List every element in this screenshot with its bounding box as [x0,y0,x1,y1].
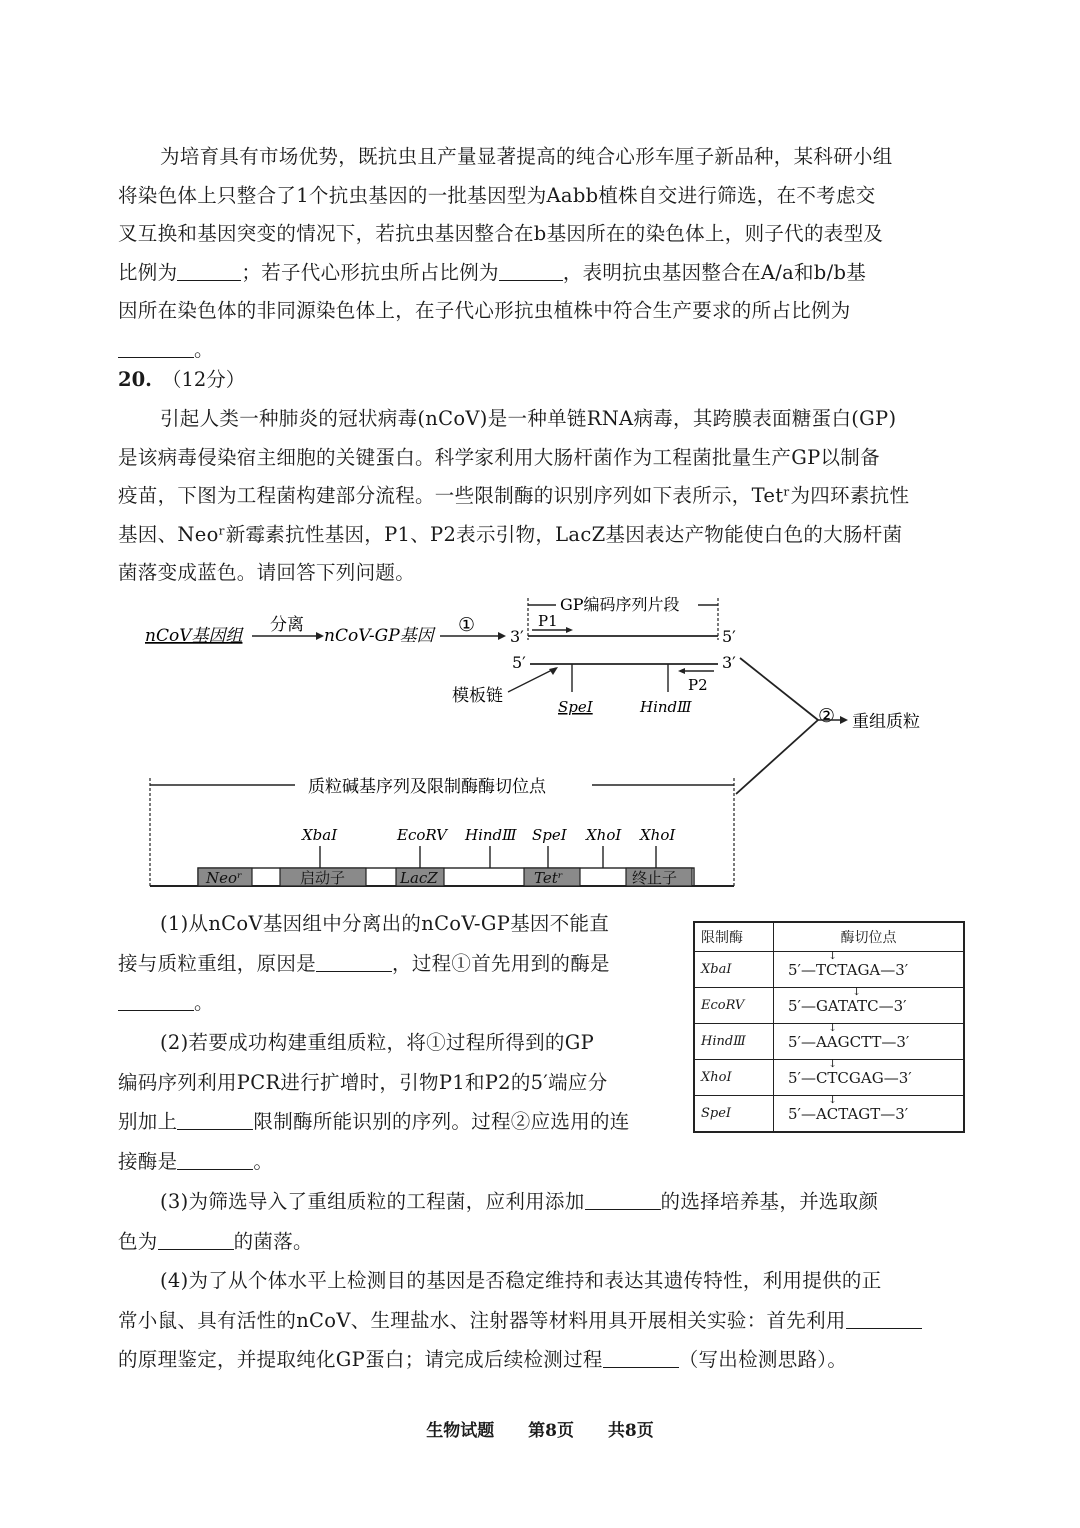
subquestion-4 [118,1261,966,1380]
table-row [694,1024,964,1060]
primer-p2-label: P2 [688,676,708,694]
answer-blank[interactable] [158,1229,234,1250]
answer-blank[interactable] [118,990,194,1011]
question-stem [118,400,966,593]
stem-line-2: 是该病毒侵染宿主细胞的关键蛋白。科学家利用大肠杆菌作为工程菌批量生产GP以制备 [118,445,880,469]
question-number: 20. [118,368,152,391]
sub2-line-c [118,1102,678,1142]
enzyme-table [693,921,965,1133]
recombinant-label: 重组质粒 [852,712,920,732]
cut-arrow-icon: ↓ [828,949,838,962]
cut-arrow-icon: ↓ [828,1057,838,1070]
sub3-line-a [118,1182,966,1222]
site-text: 5′—TCTAGA—3′ [788,960,909,979]
intro-line-2: 将染色体上只整合了1个抗虫基因的一批基因型为Aabb植株自交进行筛选，在不考虑交 [118,183,876,207]
stem-line-3: 疫苗，下图为工程菌构建部分流程。一些限制酶的识别序列如下表所示，Tetʳ为四环素抗性 [118,484,910,508]
enzyme-name: SpeⅠ [694,1096,774,1133]
box-tet-label: Tetʳ [534,869,563,887]
stem-line-5: 菌落变成蓝色。请回答下列问题。 [118,561,416,585]
sub1-line-d [118,983,678,1023]
answer-blank[interactable] [603,1347,679,1368]
answer-blank[interactable] [177,1109,253,1130]
sub4-text-c: 的原理鉴定，并提取纯化GP蛋白；请完成后续检测过程 [118,1348,603,1371]
answer-blank[interactable] [499,260,563,281]
enzyme-name: XhoⅠ [694,1060,774,1096]
sub3-text-c: 色为 [118,1229,158,1253]
stem-line-1: 引起人类一种肺炎的冠状病毒(nCoV)是一种单链RNA病毒，其跨膜表面糖蛋白(GP) [160,407,897,430]
enzyme-site [774,1093,965,1133]
question-points: （12分） [161,368,246,391]
answer-blank[interactable] [118,337,194,358]
join-line-top [740,658,818,720]
sub2-text-c: 别加上 [118,1110,178,1133]
answer-blank[interactable] [177,1149,253,1170]
table-row [694,1096,964,1133]
answer-blank[interactable] [846,1308,922,1329]
site-xhoi-2: XhoⅠ [640,826,676,844]
gp-gene-label: nCoV-GP基因 [324,626,434,646]
header-enzyme: 限制酶 [694,922,774,952]
box-neo-label: Neoʳ [206,869,243,887]
enzyme-name: XbaⅠ [694,952,774,988]
sub2-text-d: 限制酶所能识别的序列。过程②应选用的连 [253,1110,630,1133]
sub4-line-a: (4)为了从个体水平上检测目的基因是否稳定维持和表达其遗传特性，利用提供的正 [160,1269,882,1292]
enzyme-site [774,1021,965,1060]
primer-p2-head [678,668,685,674]
site-hind: HindⅢ [465,826,517,844]
stem-line-4: 基因、Neoʳ新霉素抗性基因，P1、P2表示引物，LacZ基因表达产物能使白色的大肠杆菌 [118,522,903,546]
end-3-bottom: 3′ [722,653,736,672]
table-row [694,1060,964,1096]
sub2-line-a: (2)若要成功构建重组质粒，将①过程所得到的GP [160,1031,595,1054]
intro-line-4-a: 比例为 [118,260,178,284]
end-5-top: 5′ [722,627,736,646]
sub4-text-d: （写出检测思路）。 [678,1348,848,1371]
enzyme-table-header [694,922,964,952]
enzyme-site [774,1057,965,1096]
sub3-text-d: 的菌落。 [233,1229,313,1253]
plasmid-strip [198,868,694,886]
enzyme-site [774,949,965,988]
intro-line-3: 叉互换和基因突变的情况下，若抗虫基因整合在b基因所在的染色体上，则子代的表型及 [118,222,884,246]
cut-arrow-icon: ↓ [852,985,862,998]
intro-line-5: 因所在染色体的非同源染色体上，在子代心形抗虫植株中符合生产要求的所占比例为 [118,299,851,323]
sub1-text-b: 接与质粒重组，原因是 [118,951,317,975]
sub1-text-d: 。 [194,991,214,1014]
site-ecorv: EcoRV [397,826,447,844]
sub2-line-b: 编码序列利用PCR进行扩增时，引物P1和P2的5′端应分 [118,1070,608,1094]
intro-line-4 [118,254,966,293]
box-lacz-label: LacZ [400,869,438,887]
site-text: 5′—AAGCTT—3′ [788,1032,910,1051]
arrow-isolate-head [316,632,324,640]
step2-label: ② [818,705,836,727]
site-text: 5′—GATATC—3′ [788,996,907,1015]
join-line-bottom [736,720,818,794]
cut-arrow-icon: ↓ [828,1093,838,1106]
intro-line-4-b: ；若子代心形抗虫所占比例为 [241,260,499,284]
enzyme-name: HindⅢ [694,1024,774,1060]
table-row [694,988,964,1024]
sub2-text-f: 。 [253,1149,274,1173]
site-xbai: XbaⅠ [302,826,338,844]
sub4-line-b [118,1301,966,1341]
footer-page: 第8页 [528,1421,574,1441]
intro-line-1: 为培育具有市场优势，既抗虫且产量显著提高的纯合心形车厘子新品种，某科研小组 [160,145,893,168]
sub2-line-e [118,1142,678,1182]
arrow-step2-head [840,716,848,724]
sub1-text-c: ，过程①首先用到的酶是 [392,951,610,975]
header-site: 酶切位点 [774,922,965,952]
enzyme-site [774,985,965,1024]
intro-line-4-c: ，表明抗虫基因整合在A/a和b/b基 [562,260,867,284]
step1-label: ① [458,614,476,636]
hind-label: HindⅢ [640,698,692,716]
sub4-line-c [118,1340,966,1380]
box-promoter-label: 启动子 [300,869,346,887]
answer-blank[interactable] [177,260,241,281]
page-footer [0,1416,1080,1441]
primer-p1-head [566,627,573,633]
site-text: 5′—CTCGAG—3′ [788,1068,912,1087]
question-heading [118,364,245,392]
site-text: 5′—ACTAGT—3′ [788,1104,909,1123]
spei-label: SpeⅠ [558,698,593,716]
answer-blank[interactable] [316,951,392,972]
footer-subject: 生物试题 [426,1421,495,1441]
template-pointer-head [549,667,558,675]
intro-line-6-end: 。 [194,337,214,361]
sub1-line-a: (1)从nCoV基因组中分离出的nCoV-GP基因不能直 [160,912,610,935]
subquestion-1 [118,904,678,1023]
gp-segment-label: GP编码序列片段 [560,595,680,614]
footer-total: 共8页 [607,1421,654,1441]
site-xhoi-1: XhoⅠ [586,826,622,844]
box-terminator-label: 终止子 [632,869,678,887]
subquestion-2 [118,1023,678,1181]
sub1-line-b [118,944,678,984]
sub2-text-e: 接酶是 [118,1149,178,1173]
sub4-text-b: 常小鼠、具有活性的nCoV、生理盐水、注射器等材料用具开展相关实验：首先利用 [118,1308,846,1332]
isolate-label: 分离 [270,615,304,635]
end-3-top: 3′ [510,627,524,646]
arrow-step1-head [498,632,506,640]
answer-blank[interactable] [585,1189,661,1210]
intro-paragraph [118,138,966,370]
end-5-bottom: 5′ [512,653,526,672]
enzyme-name: EcoRV [694,988,774,1024]
cut-arrow-icon: ↓ [828,1021,838,1034]
site-spei: SpeⅠ [532,826,567,844]
table-row [694,952,964,988]
genome-label: nCoV基因组 [145,626,243,646]
sub3-line-c [118,1222,966,1262]
subquestion-3 [118,1182,966,1261]
sub3-text-a: (3)为筛选导入了重组质粒的工程菌，应利用添加 [160,1190,585,1213]
primer-p1-label: P1 [538,612,558,630]
construction-diagram [0,588,1080,898]
template-label: 模板链 [452,686,503,706]
sub3-text-b: 的选择培养基，并选取颜 [660,1190,879,1213]
plasmid-title: 质粒碱基序列及限制酶酶切位点 [308,777,546,797]
